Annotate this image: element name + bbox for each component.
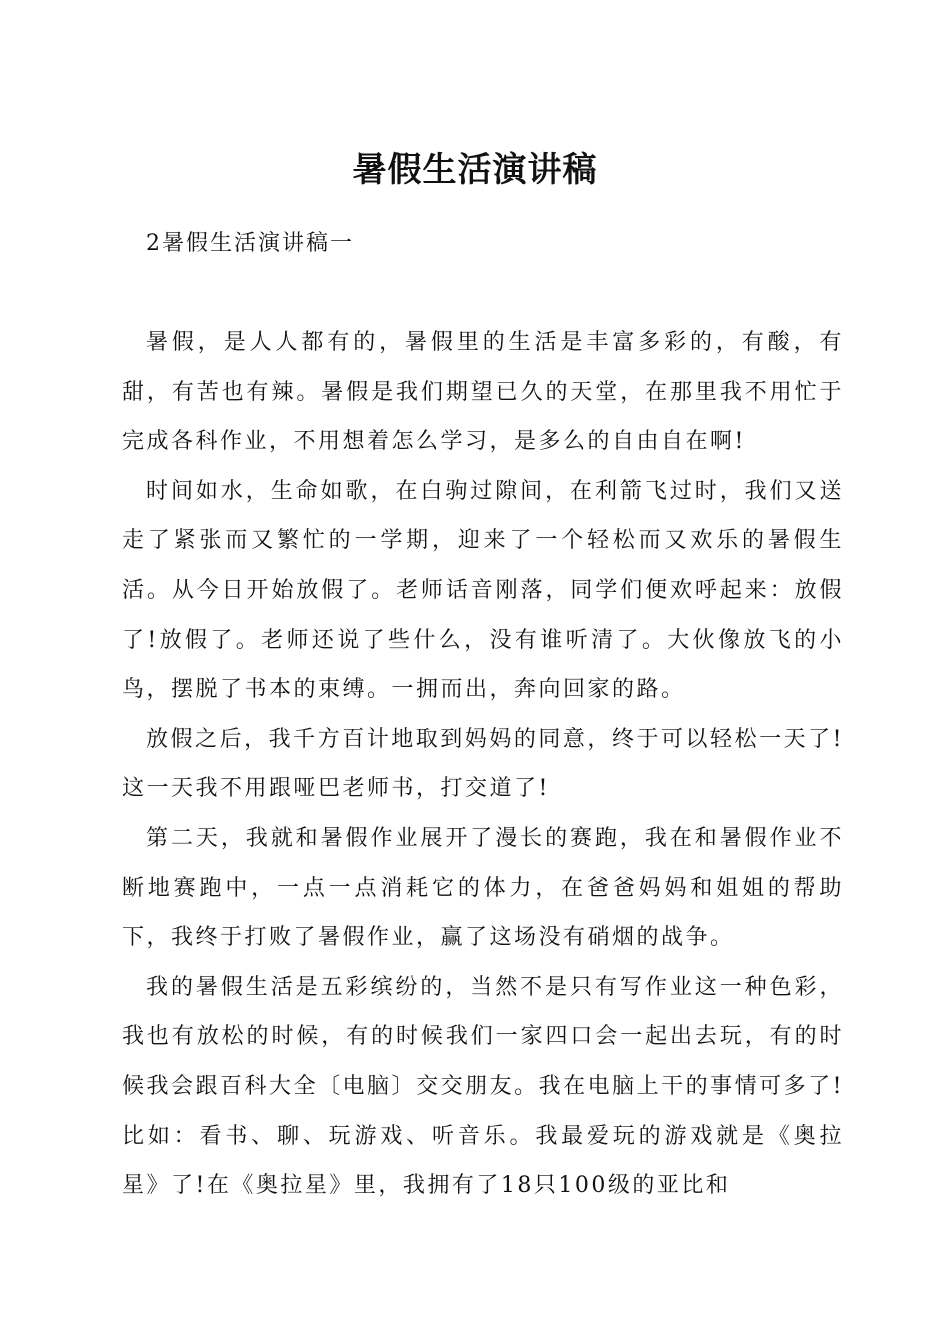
paragraph: 放假之后，我千方百计地取到妈妈的同意，终于可以轻松一天了!这一天我不用跟哑巴老师书，打交道了! — [122, 726, 844, 802]
paragraph: 我的暑假生活是五彩缤纷的，当然不是只有写作业这一种色彩，我也有放松的时候，有的时候我们一家四口会一起出去玩，有的时候我会跟百科大全〔电脑〕交交朋友。我在电脑上干的事情可多了!比如：看书、聊、玩游戏、听音乐。我最爱玩的游戏就是《奥拉星》了!在《奥拉星》里，我拥有了18只100级的亚比和 — [122, 974, 844, 1199]
paragraph: 第二天，我就和暑假作业展开了漫长的赛跑，我在和暑假作业不断地赛跑中，一点一点消耗它的体力，在爸爸妈妈和姐姐的帮助下，我终于打败了暑假作业，赢了这场没有硝烟的战争。 — [122, 825, 844, 951]
paragraph: 时间如水，生命如歌，在白驹过隙间，在利箭飞过时，我们又送走了紧张而又繁忙的一学期，迎来了一个轻松而又欢乐的暑假生活。从今日开始放假了。老师话音刚落，同学们便欢呼起来：放假了!放假了。老师还说了些什么，没有谁听清了。大伙像放飞的小鸟，摆脱了书本的束缚。一拥而出，奔向回家的路。 — [122, 478, 844, 703]
document-body — [122, 318, 844, 1211]
document-subtitle: 2暑假生活演讲稿一 — [146, 231, 354, 256]
document-title: 暑假生活演讲稿 — [352, 150, 598, 190]
paragraph: 暑假，是人人都有的，暑假里的生活是丰富多彩的，有酸，有甜，有苦也有辣。暑假是我们期望已久的天堂，在那里我不用忙于完成各科作业，不用想着怎么学习，是多么的自由自在啊! — [122, 330, 844, 455]
